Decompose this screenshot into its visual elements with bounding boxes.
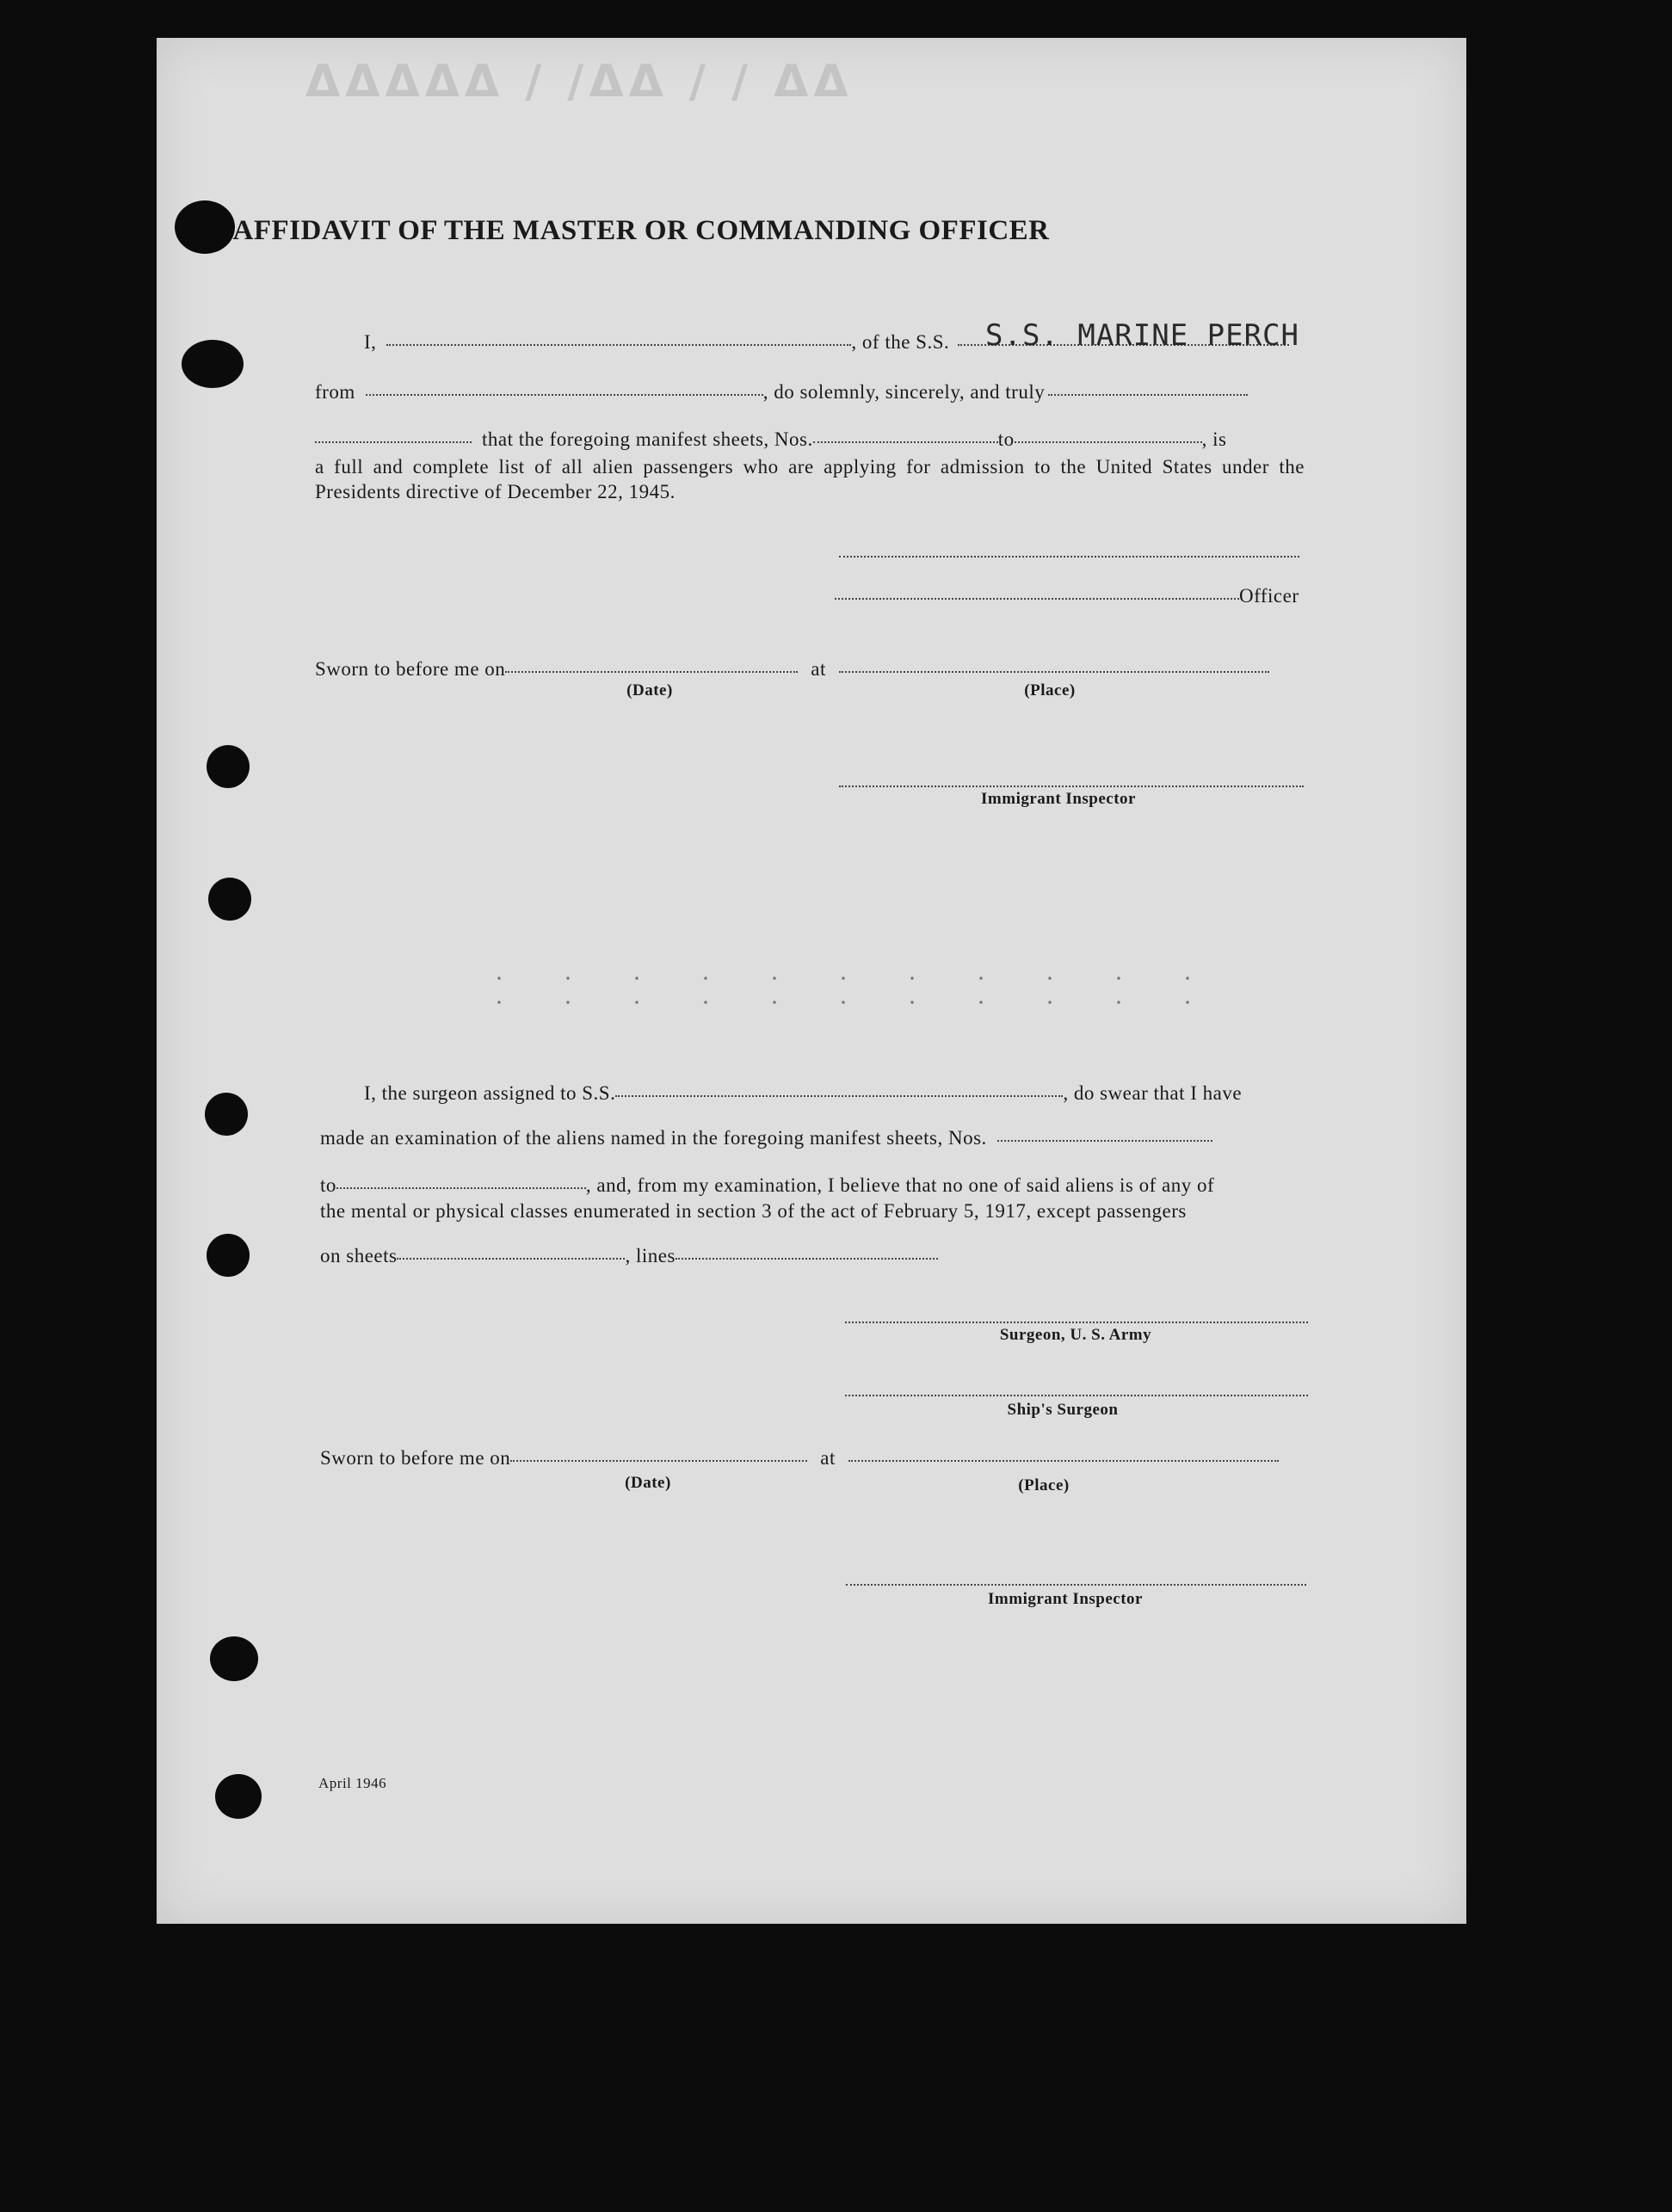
ship-name-stamp: S.S. MARINE PERCH [985, 318, 1299, 353]
punch-hole [215, 1774, 262, 1819]
label: , of the S.S. [851, 331, 950, 353]
inspector-caption: Immigrant Inspector [981, 790, 1136, 808]
date-field [510, 1459, 807, 1462]
label: from [315, 381, 355, 403]
ships-surgeon-signature-line [845, 1394, 1308, 1396]
faint-marks [465, 977, 1239, 980]
lines-field [676, 1257, 938, 1260]
label: I, the surgeon assigned to S.S. [364, 1082, 616, 1104]
label: Sworn to before me on [315, 658, 506, 680]
army-surgeon-caption: Surgeon, U. S. Army [999, 1326, 1152, 1344]
page-title: AFFIDAVIT OF THE MASTER OR COMMANDING OFFICER [232, 215, 1050, 246]
label: Sworn to before me on [320, 1447, 511, 1469]
master-sworn-line [315, 658, 1269, 681]
surgeon-line-2 [320, 1127, 1212, 1149]
date-caption: (Date) [625, 1474, 671, 1492]
officer-field [835, 597, 1239, 600]
name-field [386, 343, 851, 346]
form-date: April 1946 [318, 1775, 387, 1791]
officer-line [835, 585, 1299, 607]
port-field [366, 393, 763, 396]
sheets-field [397, 1257, 625, 1260]
punch-hole [207, 1234, 250, 1277]
ships-surgeon-caption: Ship's Surgeon [1007, 1401, 1119, 1419]
label: I, [364, 331, 377, 353]
place-caption: (Place) [1018, 1476, 1070, 1494]
faded-stamp-header: ΔΔΔΔΔ / /ΔΔ / / ΔΔ [305, 56, 854, 108]
place-caption: (Place) [1024, 681, 1076, 699]
date-caption: (Date) [626, 681, 673, 699]
punch-hole [207, 745, 250, 788]
punch-hole [205, 1093, 248, 1136]
label: that the foregoing manifest sheets, Nos. [482, 428, 813, 450]
army-surgeon-signature-line [845, 1321, 1308, 1323]
officer-signature-line [839, 555, 1299, 558]
sheets-to-field [1015, 441, 1202, 443]
place-field [839, 670, 1269, 673]
inspector-signature-line [839, 785, 1304, 787]
master-line-2 [315, 381, 1248, 404]
label: to [997, 428, 1015, 450]
label: on sheets [320, 1245, 398, 1266]
sheets-to-field [336, 1186, 586, 1189]
oath-verb-field [315, 441, 472, 443]
label: , is [1201, 428, 1227, 450]
inspector-caption: Immigrant Inspector [988, 1590, 1143, 1608]
ship-field [615, 1094, 1063, 1097]
label: to [320, 1174, 336, 1196]
label: at [811, 658, 826, 680]
place-field [848, 1459, 1279, 1462]
label: , do solemnly, sincerely, and truly [762, 381, 1046, 403]
surgeon-line-5 [320, 1245, 938, 1267]
oath-field [1048, 393, 1248, 396]
label: , and, from my examination, I believe that no one of said aliens is of any of [585, 1174, 1215, 1196]
punch-hole [208, 878, 251, 921]
sheets-from-field [813, 441, 998, 443]
date-field [505, 670, 798, 673]
faint-marks [465, 1001, 1239, 1004]
surgeon-line-1 [364, 1082, 1242, 1105]
master-paragraph: a full and complete list of all alien passengers who are applying for admission to the United States under the Presidents directive of December 22, 1945. [315, 456, 1305, 502]
surgeon-sworn-line [320, 1447, 1279, 1470]
officer-label: Officer [1239, 585, 1299, 607]
label: , lines [625, 1245, 676, 1266]
label: , do swear that I have [1063, 1082, 1243, 1104]
label: at [820, 1447, 836, 1469]
punch-hole [210, 1636, 258, 1681]
sheets-from-field [997, 1139, 1212, 1142]
surgeon-line-3 [320, 1174, 1214, 1197]
surgeon-line-4: the mental or physical classes enumerated in section 3 of the act of February 5, 1917, except passengers [320, 1200, 1187, 1222]
inspector-signature-line [846, 1583, 1306, 1586]
master-line-3 [315, 428, 1226, 451]
label: made an examination of the aliens named in the foregoing manifest sheets, Nos. [320, 1127, 987, 1149]
punch-hole [182, 340, 244, 388]
